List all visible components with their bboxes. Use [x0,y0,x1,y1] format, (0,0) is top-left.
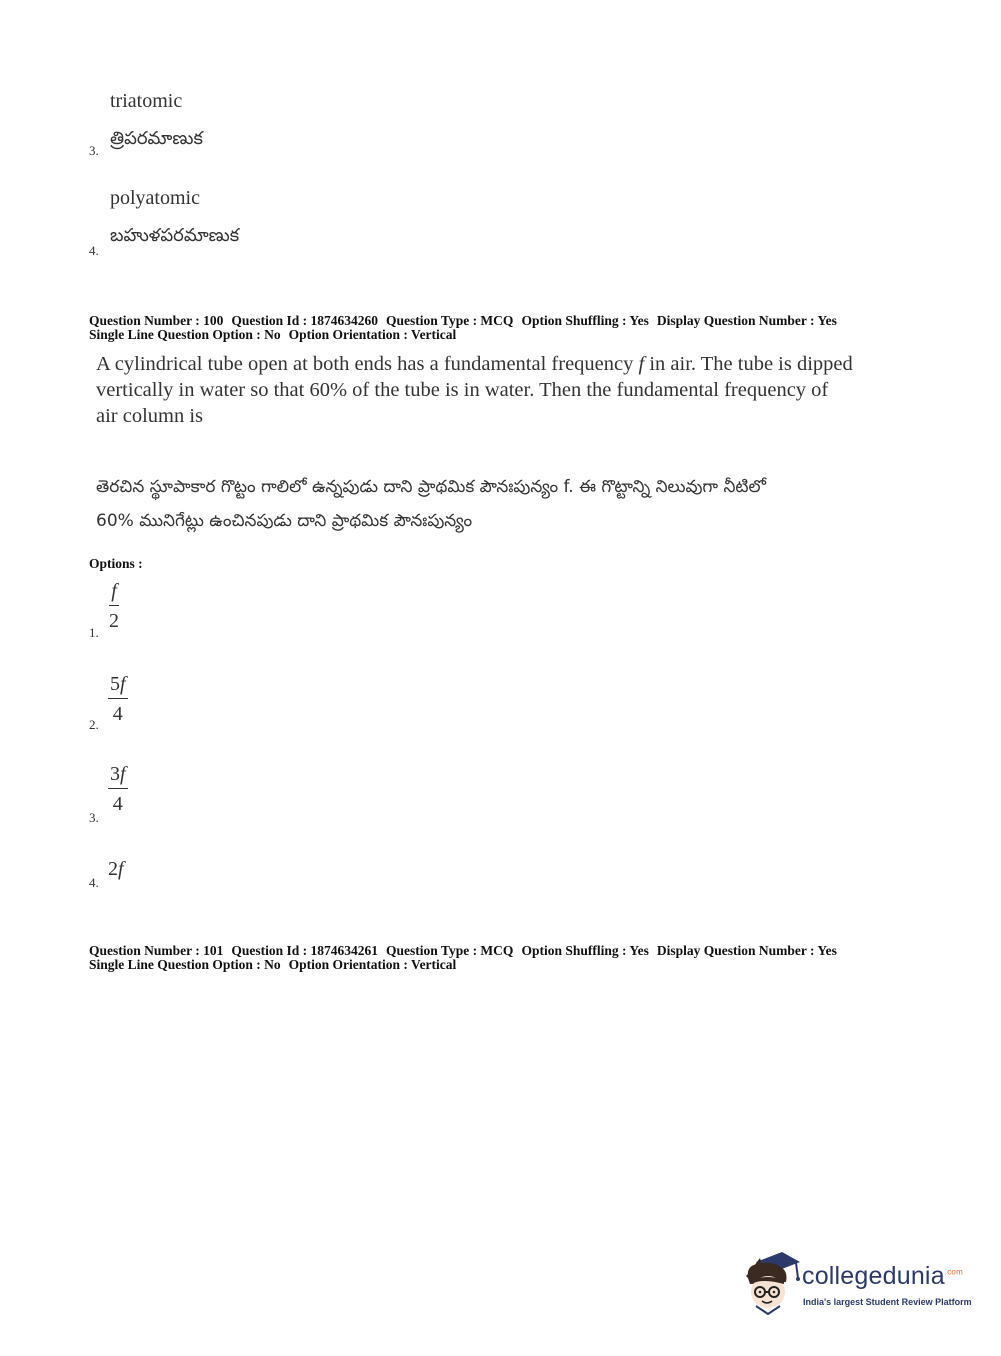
option-1-number: 1. [89,625,99,640]
question-id: Question Id : 1874634261 [231,943,379,958]
option-orientation: Option Orientation : Vertical [288,327,457,342]
option-shuffling: Option Shuffling : Yes [521,313,649,328]
option-2-numerator: 5f [108,673,128,699]
question-telugu-line-2: 60% మునిగేట్లు ఉంచినపుడు దాని ప్రాథమిక పౌనఃపున్యం [96,511,473,531]
option-2-number: 2. [89,717,99,732]
prev-option-4-english: polyatomic [110,187,200,209]
logo-tagline: India's largest Student Review Platform [803,1297,972,1307]
question-text-line-3: air column is [96,405,204,427]
options-label: Options : [89,556,143,571]
option-3-denominator: 4 [112,793,123,815]
prev-option-3-number: 3. [89,143,99,158]
question-text-line-2: vertically in water so that 60% of the tube is in water. Then the fundamental frequency of [96,379,829,401]
option-shuffling: Option Shuffling : Yes [521,943,649,958]
question-100-meta-line-2 [89,328,464,342]
single-line-option: Single Line Question Option : No [89,327,281,342]
prev-option-3-telugu: త్రిపరమాణుక [110,128,203,149]
prev-option-3-english: triatomic [110,90,183,112]
display-question-number: Display Question Number : Yes [656,313,837,328]
logo-dotcom: .com [944,1267,963,1277]
question-telugu-line-1: తెరచిన స్థూపాకార గొట్టం గాలిలో ఉన్నపుడు దాని ప్రాథమిక పౌనఃపున్యం f. ఈ గొట్టాన్ని నిలువుగా నీటిలో [96,477,767,497]
collegedunia-logo[interactable] [742,1248,972,1318]
question-type: Question Type : MCQ [386,313,514,328]
display-question-number: Display Question Number : Yes [656,943,837,958]
option-3-fraction [108,763,128,816]
option-orientation: Option Orientation : Vertical [288,957,457,972]
prev-option-4-number: 4. [89,243,99,258]
question-id: Question Id : 1874634260 [231,313,379,328]
option-4-number: 4. [89,875,99,890]
question-number: Question Number : 101 [89,943,224,958]
option-1-denominator: 2 [109,610,119,632]
option-2-denominator: 4 [112,703,123,725]
question-text-line-1: A cylindrical tube open at both ends has a fundamental frequency f in air. The tube is dipped [96,353,853,375]
mascot-icon [742,1248,802,1318]
prev-option-4-telugu: బహుళపరమాణుక [110,225,240,246]
option-2-fraction [108,673,128,726]
question-100-text-telugu [96,470,896,538]
logo-wordmark: collegedunia$^{.com}$ [802,1262,963,1290]
question-100-text-english [96,351,886,429]
option-1-numerator: f [109,580,119,606]
option-1-fraction [109,580,119,633]
option-3-number: 3. [89,810,99,825]
option-4-value: 2f [108,858,124,880]
question-100-meta-line-1 [89,314,845,328]
question-101-meta-line-1 [89,944,845,958]
single-line-option: Single Line Question Option : No [89,957,281,972]
option-3-numerator: 3f [108,763,128,789]
question-type: Question Type : MCQ [386,943,514,958]
question-101-meta-line-2 [89,958,464,972]
question-number: Question Number : 100 [89,313,224,328]
